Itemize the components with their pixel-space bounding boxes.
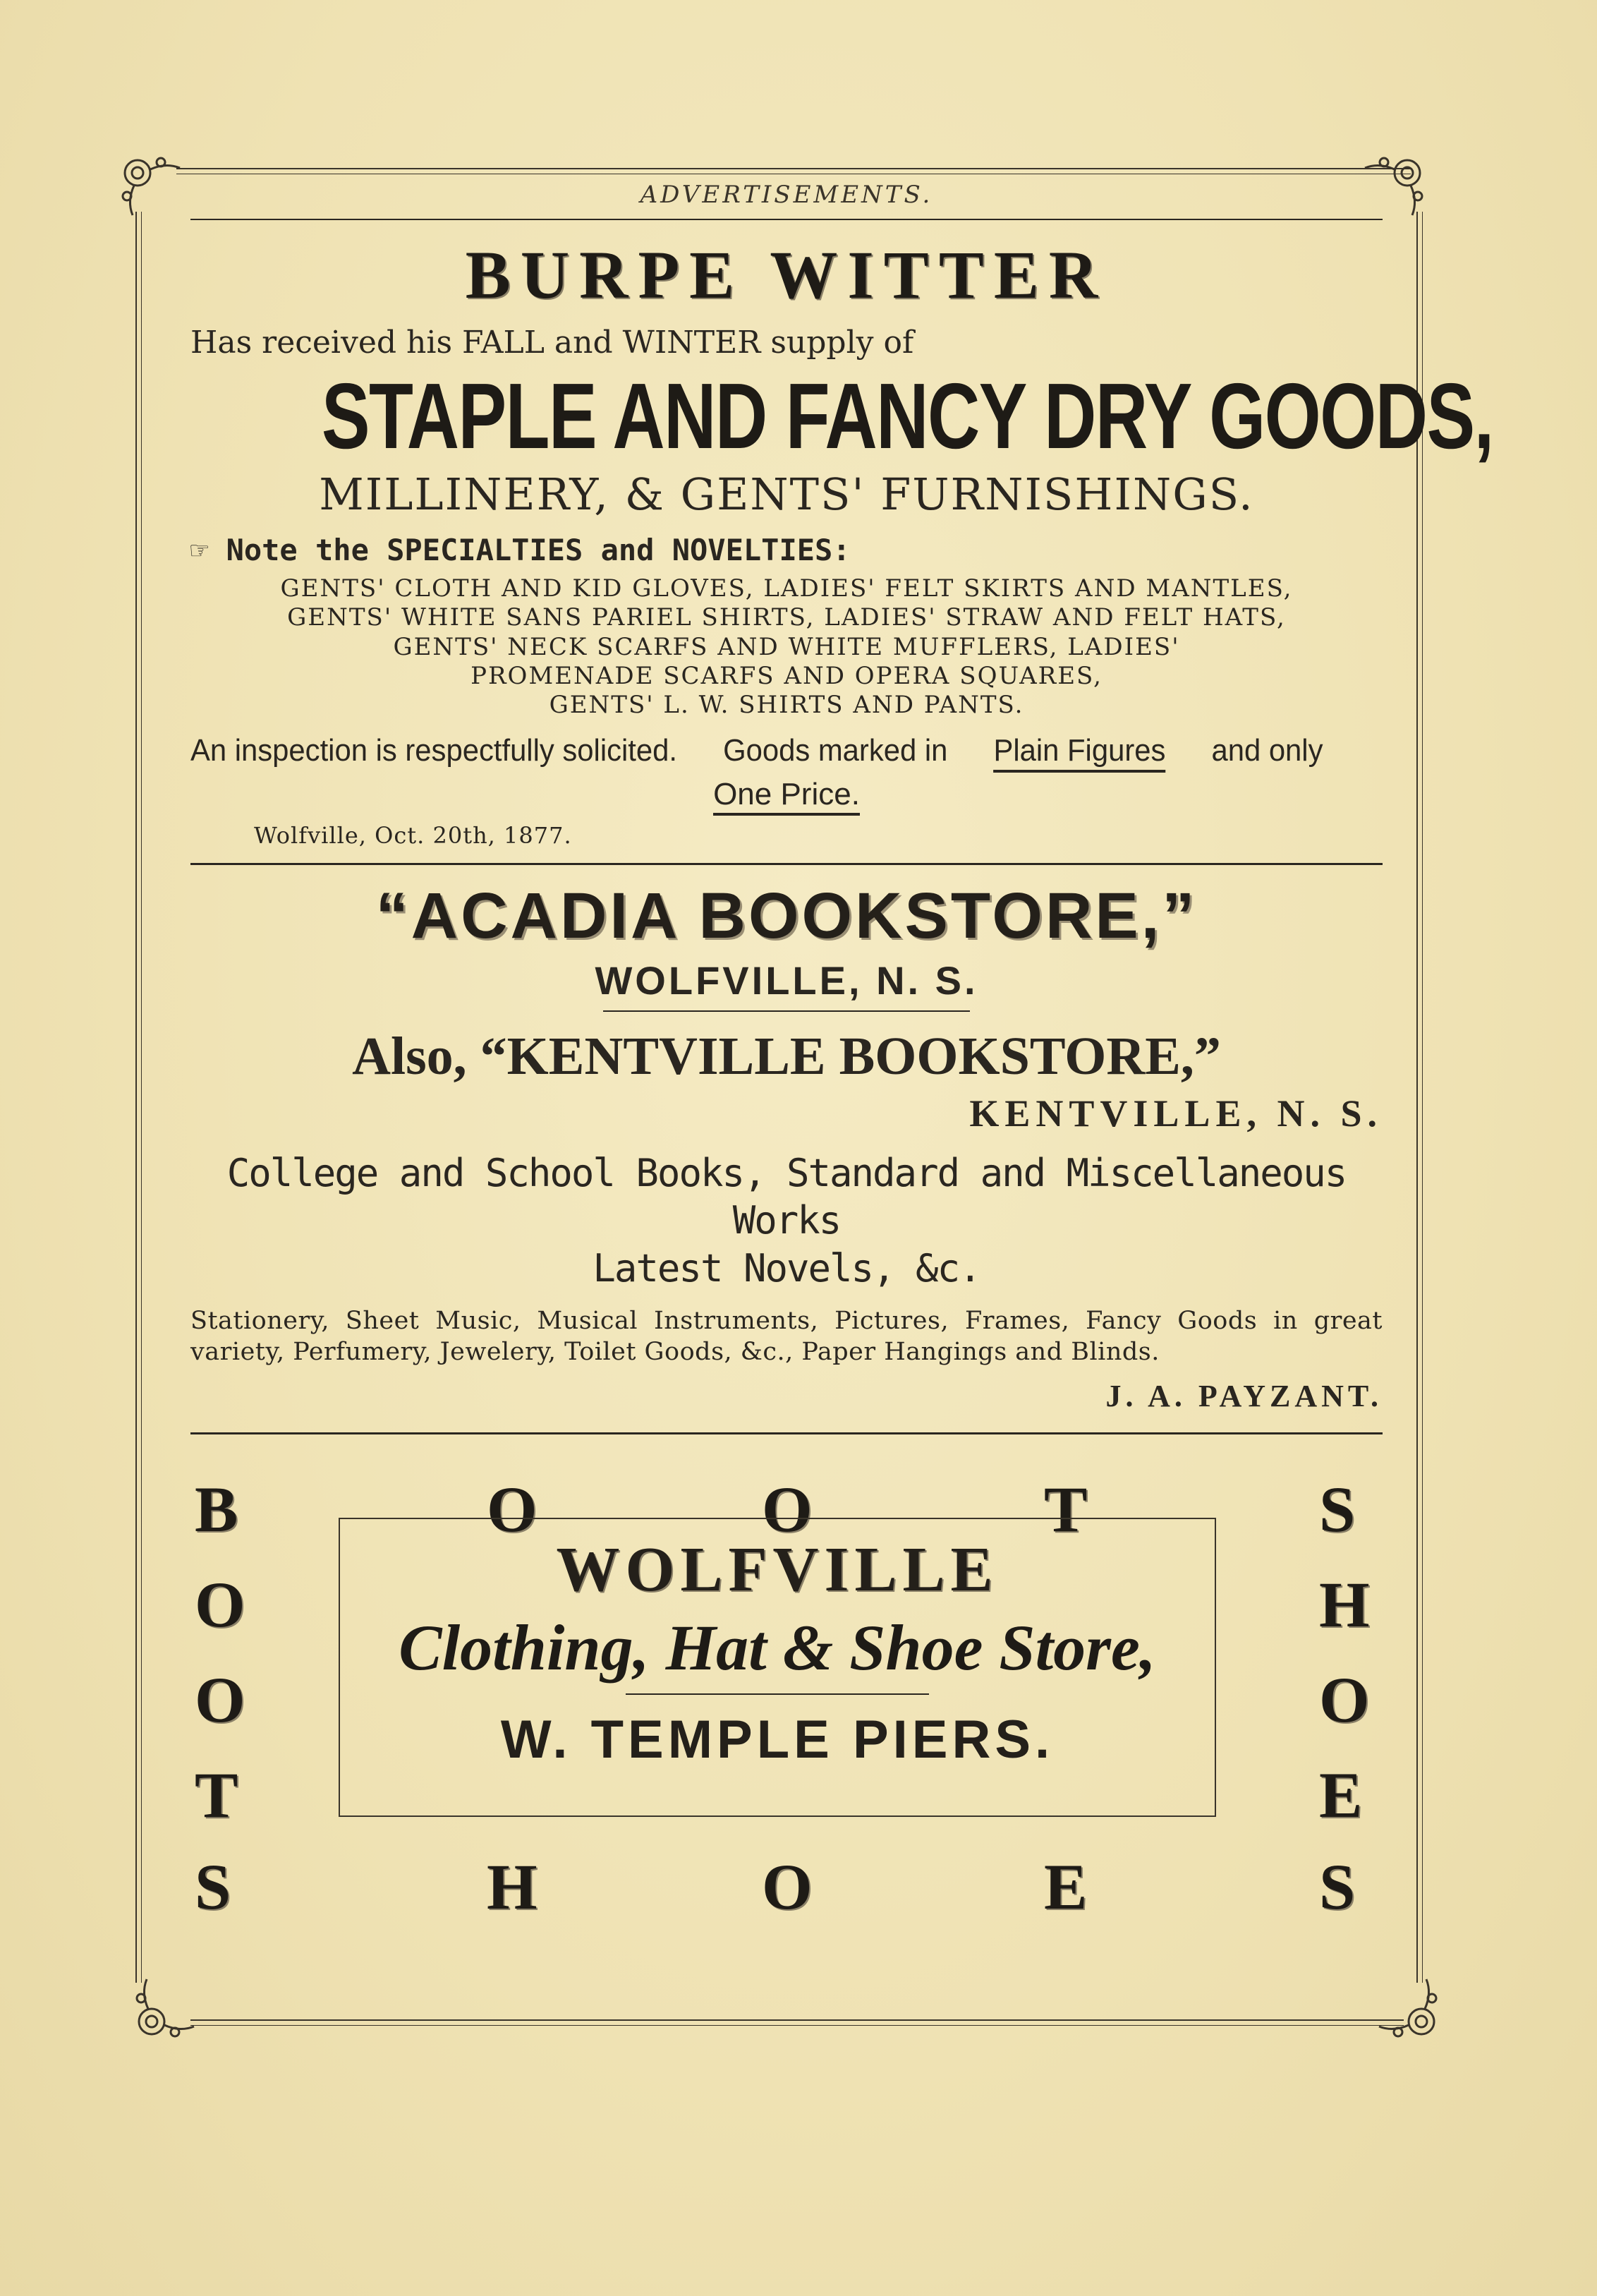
specialty-line: PROMENADE SCARFS AND OPERA SQUARES,	[470, 662, 1103, 690]
frame-right-line	[1416, 212, 1418, 1983]
advertisements-content	[190, 169, 1493, 1923]
burpe-witter-ad	[190, 237, 1493, 849]
border-letter: S	[1319, 1850, 1356, 1923]
specialty-line: GENTS' CLOTH AND KID GLOVES, LADIES' FELT SKIRTS AND MANTLES,	[280, 574, 1293, 603]
border-letter: O	[195, 1568, 245, 1641]
books-line: College and School Books, Standard and Miscellaneous Works	[226, 1150, 1347, 1243]
received-line: Has received his FALL and WINTER supply of	[190, 325, 914, 361]
short-rule	[626, 1693, 929, 1695]
corner-ornament-icon	[106, 141, 183, 219]
merchant-name: BURPE WITTER	[465, 237, 1108, 313]
border-letter: O	[762, 1850, 813, 1923]
border-letter: O	[195, 1663, 245, 1736]
one-price-text: One Price.	[713, 777, 860, 816]
books-line: Latest Novels, &c.	[593, 1245, 980, 1291]
headline: STAPLE AND FANCY DRY GOODS,	[321, 364, 1493, 468]
goods-marked-text: Goods marked in	[723, 732, 948, 768]
short-rule	[603, 1010, 970, 1012]
border-letter: E	[1044, 1850, 1088, 1923]
border-letter: T	[1044, 1473, 1088, 1545]
dateline: Wolfville, Oct. 20th, 1877.	[254, 821, 572, 849]
specialty-line: GENTS' L. W. SHIRTS AND PANTS.	[549, 691, 1024, 720]
kentville-title: Also, “KENTVILLE BOOKSTORE,”	[352, 1026, 1221, 1086]
section-divider	[190, 863, 1383, 865]
specialties-list	[190, 574, 1383, 720]
border-letter: H	[1319, 1568, 1370, 1641]
corner-ornament-icon	[1376, 1976, 1453, 2053]
books-text	[190, 1149, 1383, 1293]
store-box	[339, 1518, 1216, 1817]
border-letter: O	[487, 1473, 538, 1545]
one-price	[190, 777, 1383, 812]
border-letter: T	[195, 1758, 238, 1831]
frame-right-line-inner	[1422, 212, 1423, 1983]
border-letter: E	[1319, 1758, 1363, 1831]
bookstore-title: “ACADIA BOOKSTORE,”	[375, 879, 1198, 952]
boots-shoes-ad	[190, 1449, 1383, 1923]
acadia-bookstore-ad	[190, 879, 1383, 1414]
border-letter: S	[1319, 1473, 1356, 1545]
specialty-line: GENTS' NECK SCARFS AND WHITE MUFFLERS, LADIES'	[393, 632, 1180, 661]
inspection-text: An inspection is respectfully solicited.	[190, 732, 678, 768]
stationery-text: Stationery, Sheet Music, Musical Instruments, Pictures, Frames, Fancy Goods in great variety, Perfumery, Jewelery, Toilet Goods, &c., Paper Hangings and Blinds.	[190, 1307, 1383, 1367]
border-letter: O	[762, 1473, 813, 1545]
corner-ornament-icon	[120, 1976, 198, 2053]
frame-bottom-line	[190, 2019, 1404, 2021]
and-only-text: and only	[1211, 732, 1323, 768]
header-rule	[190, 219, 1383, 220]
frame-left-line-inner	[141, 212, 142, 1983]
frame-left-line	[135, 212, 137, 1983]
proprietor-name: J. A. PAYZANT.	[1105, 1378, 1383, 1413]
border-letter: B	[195, 1473, 238, 1545]
inspection-line	[190, 733, 1323, 773]
border-letter: H	[487, 1850, 538, 1923]
store-name: Clothing, Hat & Shoe Store,	[399, 1611, 1156, 1684]
border-letter: O	[1319, 1663, 1370, 1736]
note-line: ☞ Note the SPECIALTIES and NOVELTIES:	[190, 532, 851, 567]
plain-figures-text: Plain Figures	[993, 733, 1165, 773]
border-letter: S	[195, 1850, 231, 1923]
kentville-location: KENTVILLE, N. S.	[969, 1092, 1383, 1135]
store-town: WOLFVILLE	[556, 1534, 999, 1605]
page-header: ADVERTISEMENTS.	[640, 181, 933, 209]
specialty-line: GENTS' WHITE SANS PARIEL SHIRTS, LADIES' STRAW AND FELT HATS,	[287, 603, 1286, 632]
frame-bottom-line-inner	[190, 2025, 1404, 2026]
section-divider	[190, 1432, 1383, 1434]
store-owner: W. TEMPLE PIERS.	[500, 1709, 1055, 1770]
bookstore-location: WOLFVILLE, N. S.	[595, 957, 978, 1003]
subheadline: MILLINERY, & GENTS' FURNISHINGS.	[319, 468, 1254, 520]
